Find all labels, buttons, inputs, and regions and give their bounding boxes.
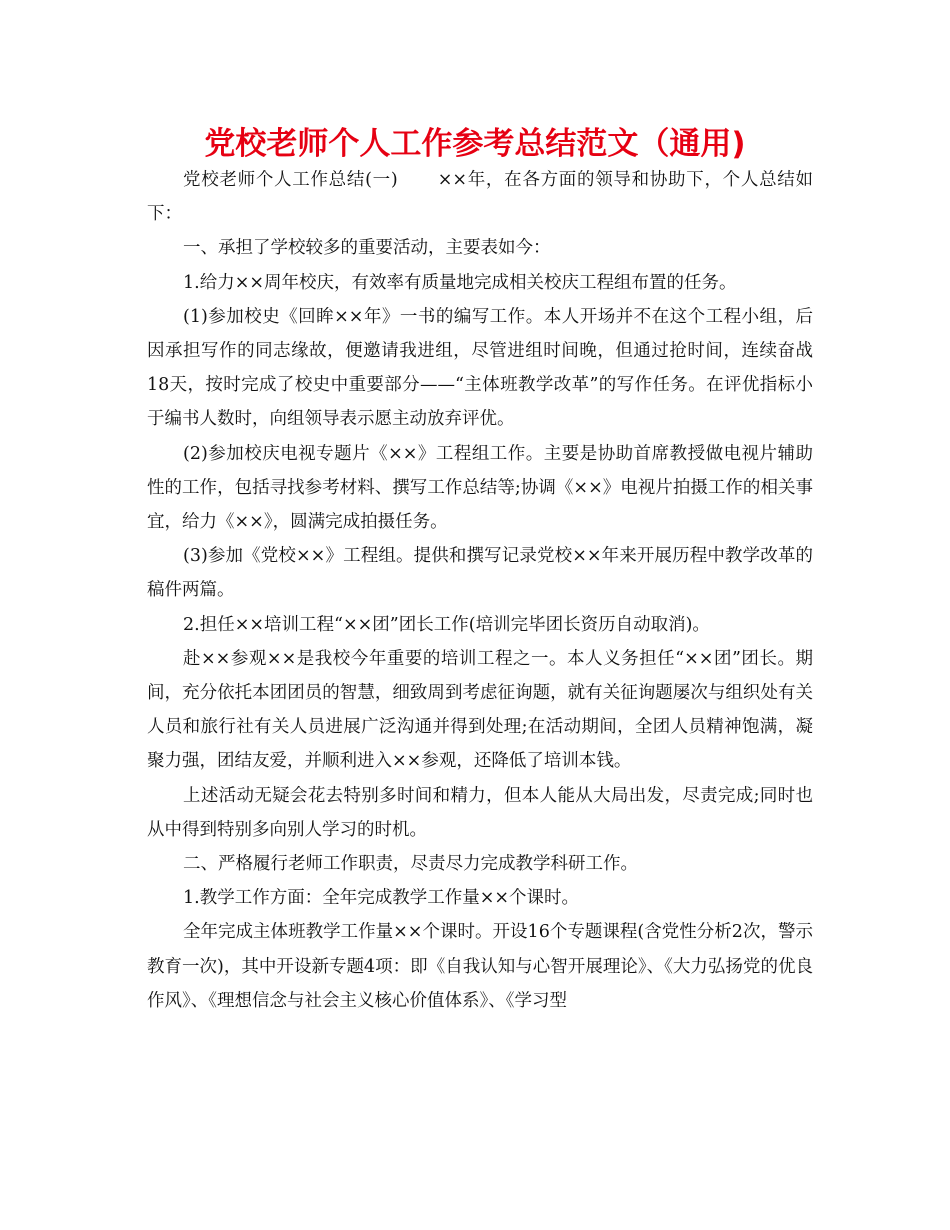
paragraph: 2.担任××培训工程“××团”团长工作(培训完毕团长资历自动取消)。 (183, 614, 710, 635)
paragraph: 全年完成主体班教学工作量××个课时。开设16个专题课程(含党性分析2次，警示教育一次)，其中开设新专题4项：即《自我认知与心智开展理论》、《大力弘扬党的优良作风》、《理想信念与社会主义核心价值体系》、《学习型 (147, 922, 813, 1011)
paragraph: 二、严格履行老师工作职责，尽责尽力完成教学科研工作。 (183, 854, 638, 875)
paragraph: 上述活动无疑会花去特别多时间和精力，但本人能从大局出发，尽责完成;同时也从中得到特别多向别人学习的时机。 (147, 785, 813, 840)
document-body (147, 163, 813, 1018)
paragraph: 一、承担了学校较多的重要活动，主要表如今： (183, 238, 551, 259)
intro-text: ××年，在各方面的领导和协助下，个人总结如下： (147, 170, 814, 225)
paragraph: (2)参加校庆电视专题片《××》工程组工作。主要是协助首席教授做电视片辅助性的工作，包括寻找参考材料、撰写工作总结等;协调《××》电视片拍摄工作的相关事宜，给力《××》，圆满完成拍摄任务。 (147, 443, 813, 533)
paragraph-intro (147, 163, 813, 231)
paragraph: (3)参加《党校××》工程组。提供和撰写记录党校××年来开展历程中教学改革的稿件两篇。 (147, 546, 813, 601)
intro-heading: 党校老师个人工作总结(一) (183, 170, 398, 190)
document-title: 党校老师个人工作参考总结范文（通用) (204, 126, 746, 162)
paragraph: (1)参加校史《回眸××年》一书的编写工作。本人开场并不在这个工程小组，后因承担写作的同志缘故，便邀请我进组，尽管进组时间晚，但通过抢时间，连续奋战18天，按时完成了校史中重要部分——“主体班教学改革”的写作任务。在评优指标小于编书人数时，向组领导表示愿主动放弃评优。 (147, 306, 813, 430)
paragraph: 1.给力××周年校庆，有效率有质量地完成相关校庆工程组布置的任务。 (183, 272, 737, 293)
paragraph: 赴××参观××是我校今年重要的培训工程之一。本人义务担任“××团”团长。期间，充分依托本团团员的智慧，细致周到考虑征询题，就有关征询题屡次与组织处有关人员和旅行社有关人员进展广泛沟通并得到处理;在活动期间，全团人员精神饱满，凝聚力强，团结友爱，并顺利进入××参观，还降低了培训本钱。 (147, 648, 813, 772)
paragraph: 1.教学工作方面：全年完成教学工作量××个课时。 (183, 888, 580, 909)
